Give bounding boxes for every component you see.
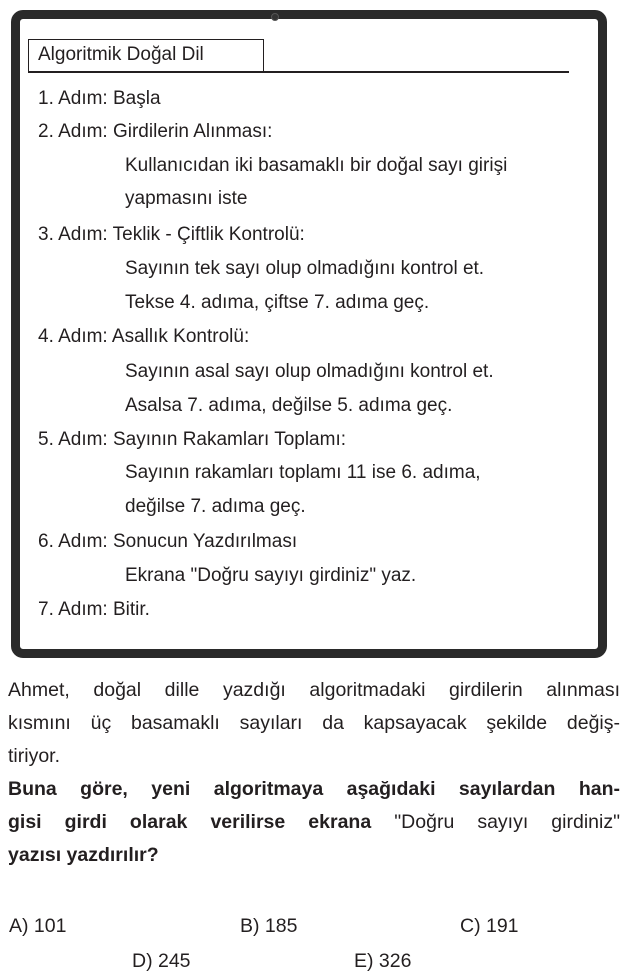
algorithm-title: Algoritmik Doğal Dil (28, 39, 264, 71)
step-2-line-1: Kullanıcıdan iki basamaklı bir doğal sayı girişi (125, 155, 508, 176)
step-3-label: 3. Adım: Teklik - Çiftlik Kontrolü: (38, 224, 305, 245)
question-bold-2: gisi girdi olarak verilirse ekrana (8, 811, 372, 833)
camera-icon (271, 13, 279, 21)
step-5-line-1: Sayının rakamları toplamı 11 ise 6. adıma, (125, 462, 481, 483)
option-b[interactable]: B) 185 (240, 915, 298, 937)
question-bold-3: yazısı yazdırılır? (8, 844, 159, 866)
step-2-line-2: yapmasını iste (125, 188, 248, 209)
step-4-line-2: Asalsa 7. adıma, değilse 5. adıma geç. (125, 395, 453, 416)
option-e[interactable]: E) 326 (354, 950, 412, 972)
question-line-5 (8, 806, 620, 839)
step-6-label: 6. Adım: Sonucun Yazdırılması (38, 531, 298, 552)
step-2-label: 2. Adım: Girdilerin Alınması: (38, 121, 273, 142)
option-d[interactable]: D) 245 (132, 950, 191, 972)
step-5-label: 5. Adım: Sayının Rakamları Toplamı: (38, 429, 347, 450)
title-underline (28, 71, 569, 73)
question-text (8, 674, 620, 872)
step-5-line-2: değilse 7. adıma geç. (125, 496, 306, 517)
step-3-line-1: Sayının tek sayı olup olmadığını kontrol et. (125, 258, 485, 279)
option-c[interactable]: C) 191 (460, 915, 519, 937)
option-a[interactable]: A) 101 (9, 915, 67, 937)
step-7-label: 7. Adım: Bitir. (38, 599, 150, 620)
step-6-line-1: Ekrana "Doğru sayıyı girdiniz" yaz. (125, 565, 417, 586)
question-intro-2: kısmını üç basamaklı sayıları da kapsayacak şekilde değiş- (8, 712, 620, 734)
question-intro-3: tiriyor. (8, 745, 61, 767)
step-4-label: 4. Adım: Asallık Kontrolü: (38, 326, 250, 347)
step-4-line-1: Sayının asal sayı olup olmadığını kontrol et. (125, 361, 494, 382)
question-quote: "Doğru sayıyı girdiniz" (394, 811, 621, 833)
step-3-line-2: Tekse 4. adıma, çiftse 7. adıma geç. (125, 292, 430, 313)
question-bold-1: Buna göre, yeni algoritmaya aşağıdaki sayılardan han- (8, 778, 620, 800)
step-1-label: 1. Adım: Başla (38, 88, 161, 109)
question-intro-1: Ahmet, doğal dille yazdığı algoritmadaki girdilerin alınması (8, 679, 620, 701)
